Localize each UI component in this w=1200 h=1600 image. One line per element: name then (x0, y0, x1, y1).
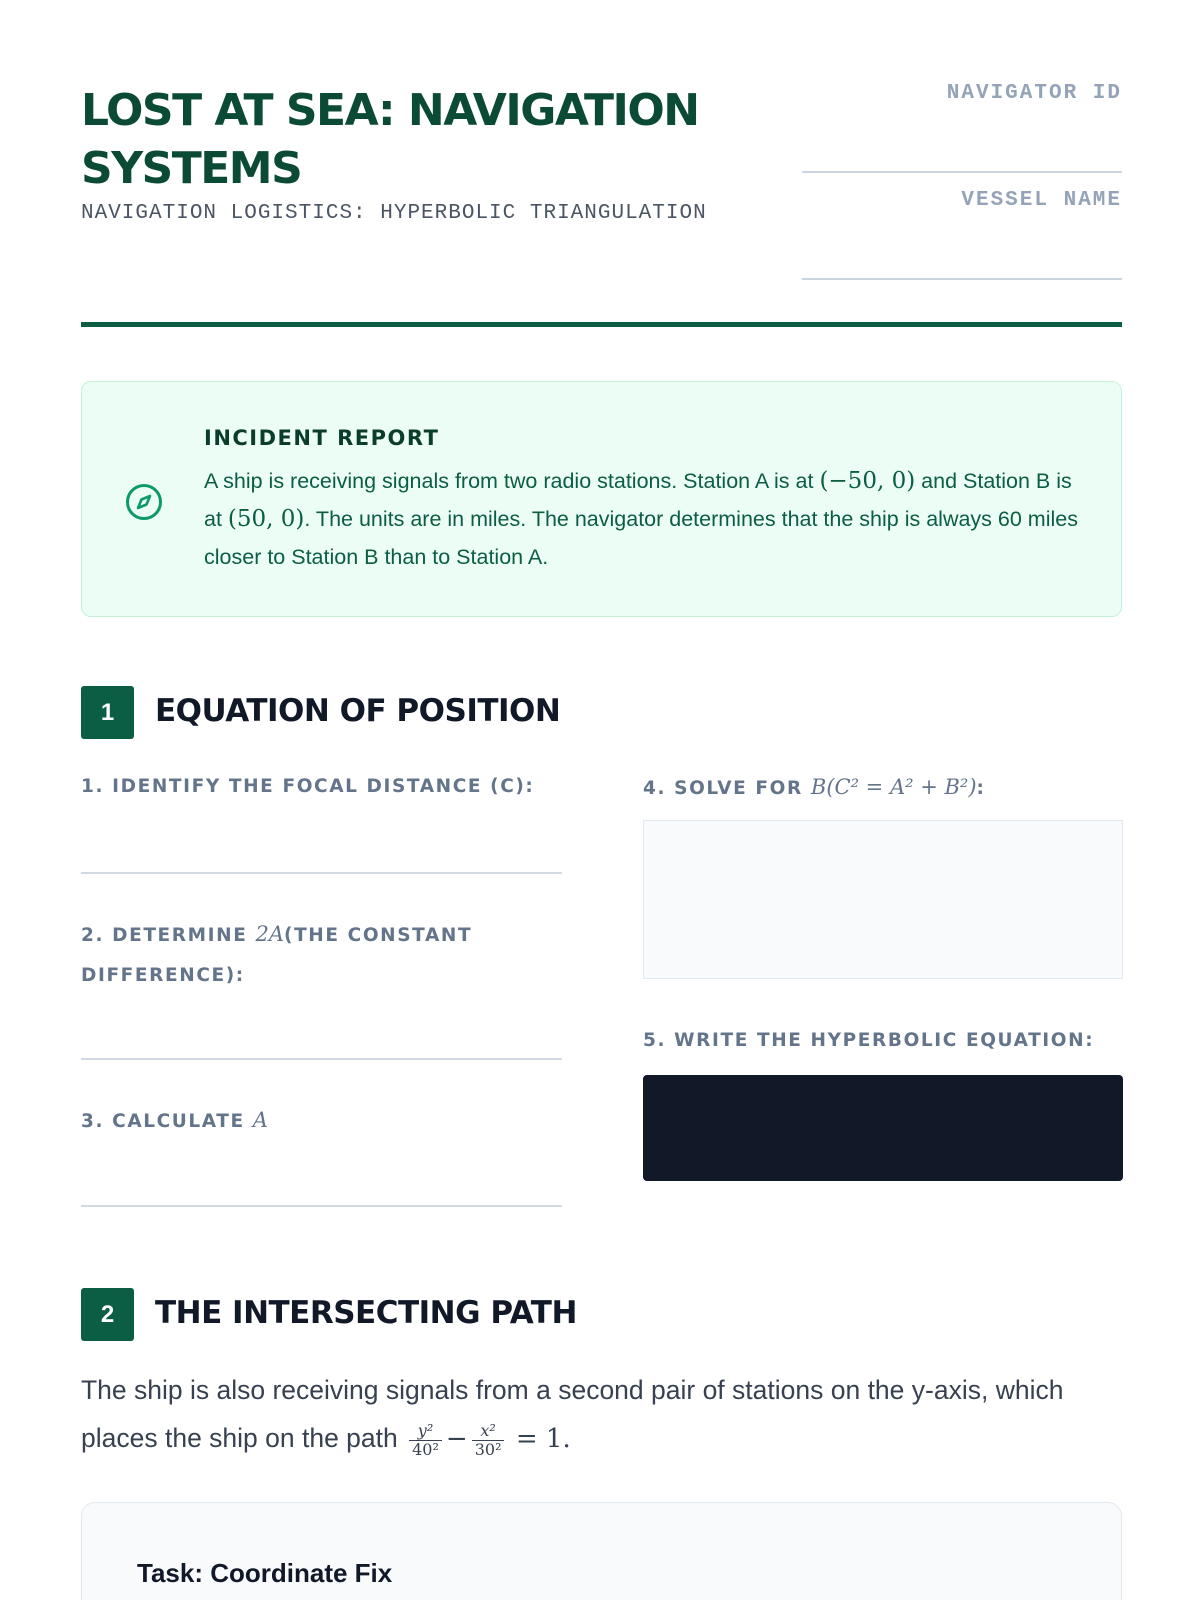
vessel-name-field[interactable] (802, 278, 1122, 280)
intersecting-path-text: The ship is also receiving signals from a second pair of stations on the y-axis, which places the ship on the path $\frac{\text{y²}}{\text{40²}}$ − $\frac{\text{x²}}{\text{30²}}$ = 1. (81, 1375, 1064, 1459)
task-title: Task: Coordinate Fix (137, 1558, 393, 1588)
question-4-label: 4. SOLVE FOR B(C² = A² + B²): (643, 775, 986, 799)
incident-text: A ship is receiving signals from two radio stations. Station A is at (−50, 0) and Station B is at (50, 0). The units are in miles. The navigator determines that the ship is always 60 miles closer to Station B than to Station A. (204, 468, 1078, 569)
incident-title: INCIDENT REPORT (204, 426, 440, 450)
question-3-label: 3. CALCULATE A (81, 1108, 268, 1132)
fraction-y: $\frac{\text{y²}}{\text{40²}}$ (409, 1422, 442, 1459)
task-card (81, 1502, 1122, 1600)
question-2-answer-line[interactable] (81, 1058, 562, 1060)
header-divider (81, 322, 1122, 327)
question-3-answer-line[interactable] (81, 1205, 562, 1207)
vessel-name-label: VESSEL NAME (961, 189, 1122, 212)
compass-icon (125, 483, 163, 521)
question-1-label: 1. IDENTIFY THE FOCAL DISTANCE (C): (81, 776, 535, 797)
station-a-coord: (−50, 0) (819, 468, 916, 494)
page-title: LOST AT SEA: NAVIGATION SYSTEMS (81, 85, 699, 194)
section-number-badge: 2 (81, 1288, 134, 1341)
navigator-id-label: NAVIGATOR ID (946, 82, 1122, 105)
page-subtitle: NAVIGATION LOGISTICS: HYPERBOLIC TRIANGULATION (81, 202, 707, 225)
question-4-answer-box[interactable] (643, 820, 1123, 979)
incident-report-card (81, 381, 1122, 617)
station-b-coord: (50, 0) (227, 506, 305, 532)
question-5-label: 5. WRITE THE HYPERBOLIC EQUATION: (643, 1030, 1095, 1051)
question-5-answer-box[interactable] (643, 1075, 1123, 1181)
navigator-id-field[interactable] (802, 171, 1122, 173)
fraction-x: $\frac{\text{x²}}{\text{30²}}$ (472, 1422, 505, 1459)
section-title: THE INTERSECTING PATH (155, 1295, 577, 1331)
question-1-answer-line[interactable] (81, 872, 562, 874)
worksheet-header (81, 82, 1122, 332)
section-title: EQUATION OF POSITION (155, 693, 561, 729)
section-1-header (81, 686, 681, 740)
section-number-badge: 1 (81, 686, 134, 739)
question-2-label: 2. DETERMINE 2A(THE CONSTANT DIFFERENCE): (81, 922, 473, 986)
section-2-header (81, 1288, 701, 1342)
